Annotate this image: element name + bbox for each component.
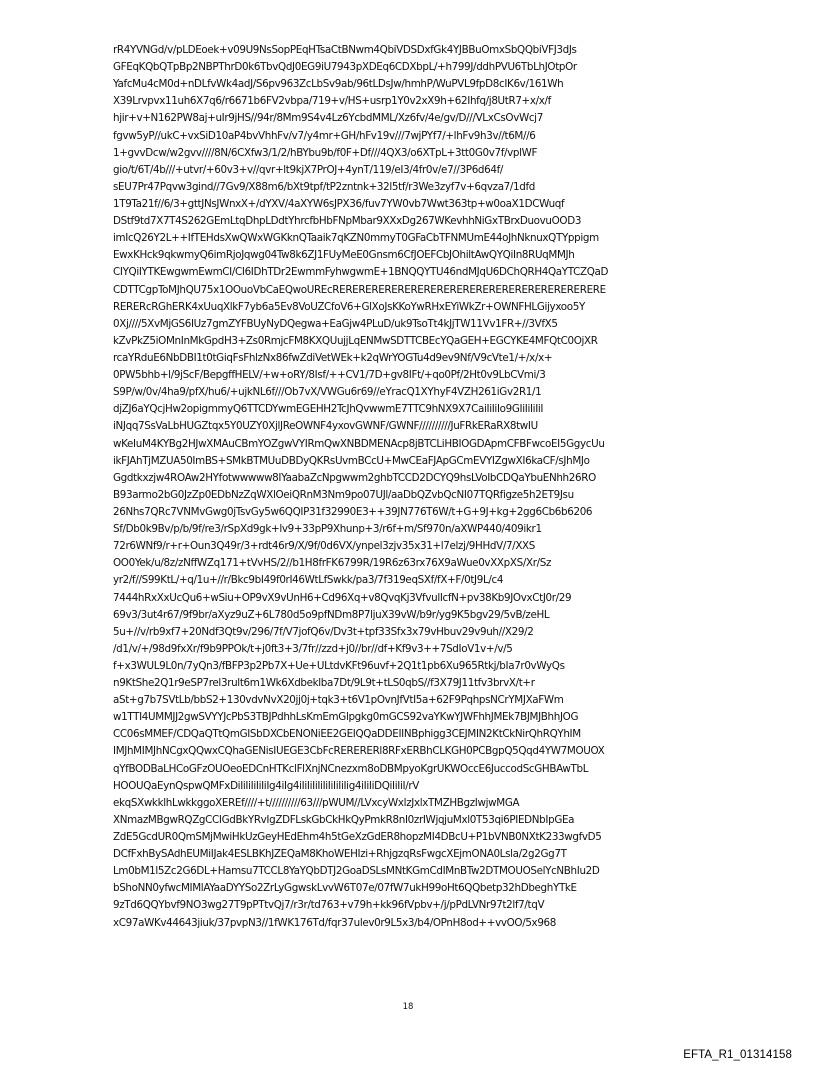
text-line: X39Lrvpvx11uh6X7q6/r6671b6FV2vbpa/719+v/HS+usrp1Y0v2xX9h+62Ihfq/j8UtR7+x/x/f [113, 95, 551, 108]
text-line: kZvPkZ5iOMnInMkGpdH3+Zs0RmjcFM8KXQUujjLqENMwSDTTCBEcYQaGEH+EGCYKE4MFQtC0OjXR [113, 334, 598, 347]
text-line: sEU7Pr47Pqvw3gind//7Gv9/X88m6/bXt9tpf/tP2zntnk+32l5tf/r3We3zyf7v+6qvza7/1dfd [113, 180, 535, 193]
text-line: ZdE5GcdUR0QmSMjMwiHkUzGeyHEdEhm4h5tGeXzGdER8hopzMI4DBcU+P1bVNB0NXtK233wgfvD5 [113, 831, 602, 844]
text-line: B93armo2bG0JzZp0EDbNzZqWXlOeiQRnM3Nm9po07UJl/aaDbQZvbQcNI07TQRfigze5h2ET9Jsu [113, 488, 574, 501]
text-line: HOOUQaEynQspwQMFxDiIiIiIiIiIiIg4iIg4iIiIiIiIiIiIiIiIiIig4iIiIiDQiIiIiI/rV [113, 779, 419, 792]
text-line: n9KtShe2Q1r9eSP7rel3rult6m1Wk6Xdbeklba7Dt/9L9t+tLS0qbS//f3X79J11tfv3brvX/t+r [113, 677, 535, 690]
document-id-stamp: EFTA_R1_01314158 [683, 1049, 792, 1061]
text-line: gio/t/6T/4b///+utvr/+60v3+v//qvr+lt9kjX7PrOJ+4ynT/119/eI3/4fr0v/e7//3P6d64f/ [113, 163, 504, 176]
text-line: /d1/v/+/98d9fxXr/f9b9PPOk/t+j0ft3+3/7fr//zzd+j0//br//df+Kf9v3++7SdIoV1v+/v/5 [113, 642, 513, 655]
text-line: 26Nhs7QRc7VNMvGwg0jTsvGy5w6QQIP31f32990E3++39JN776T6W/t+G+9J+kg+2gg6Cb6b6206 [113, 505, 593, 518]
text-line: 72r6WNf9/r+r+Oun3Q49r/3+rdt46r9/X/9f/0d6VX/ynpel3zjv35x31+l7elzj/9HHdV/7/XXS [113, 540, 536, 553]
text-line: djZJ6aYQcjHw2opigmmyQ6TTCDYwmEGEHH2TcJhQvwwmE7TTC9hNX9X7CaiIiIiIo9GIiIiIiIiI [113, 403, 544, 416]
text-line: rcaYRduE6NbDBI1t0tGiqFsFhlzNx86fwZdiVetWEk+k2qWrYOGTu4d9ev9Nf/V9cVte1/+/x/x+ [113, 351, 553, 364]
text-line: 0Xj////5XvMjGS6IUz7gmZYFBUyNyDQegwa+EaGjw4PLuD/uk9TsoTt4kJjTW11Vv1FR+//3VfX5 [113, 317, 558, 330]
text-line: 1+gvvDcw/w2gvv////8N/6CXfw3/1/2/hBYbu9b/f0F+Df///4QX3/o6XTpL+3tt0G0v7f/vplWF [113, 146, 538, 159]
text-line: CIYQiIYTKEwgwmEwmCI/CI6IDhTDr2EwmmFyhwgwmE+1BNQQYTU46ndMJqU6DChQRH4QaYTCZQaD [113, 266, 609, 279]
text-line: bShoNN0yfwcMIMlAYaaDYYSo2ZrLyGgwskLvvW6T07e/07fW7ukH99oHt6QQbetp32hDbeghYTkE [113, 882, 577, 895]
text-line: OO0Yek/u/8z/zNffWZq171+tVvHS/2//b1H8frFK6799R/19R6z63rx76X9aWue0vXXpXS/Xr/Sz [113, 557, 552, 570]
text-line: CDTTCgpToMJhQU75x1OOuoVbCaEQwoUREcRERERERERERERERERERERERERERERERERERERERERE [113, 283, 606, 296]
text-line: 9zTd6QQYbvf9NO3wg27T9pPTtvQj7/r3r/td763+v79h+kk96fVpbv+/j/pPdLVNr97t2lf7/tqV [113, 899, 545, 912]
text-line: yr2/f//S99KtL/+q/1u+//r/Bkc9bI49f0rI46WtLfSwkk/pa3/7f319eqSXf/fX+F/0tJ9L/c4 [113, 574, 504, 587]
encoded-text-block [113, 42, 713, 932]
text-line: EwxKHck9qkwmyQ6imRjoJqwg04Tw8k6ZJ1FUyMeE0Gnsm6CfJOEFCbJOhiltAwQYQiIn8RUqMMJh [113, 249, 575, 262]
text-line: iNJqq7SsVaLbHUGZtqx5Y0UZY0XjlJReOWNF4yxovGWNF/GWNF//////////JuFRkERaRX8twIU [113, 420, 538, 433]
text-line: YafcMu4cM0d+nDLfvWk4adJ/S6pv963ZcLbSv9ab/96tLDsJw/hmhP/WuPVL9fpD8cIK6v/161Wh [113, 78, 564, 91]
text-line: Sf/Db0k9Bv/p/b/9f/re3/rSpXd9gk+lv9+33pP9Xhunp+3/r6f+m/Sf970n/aXWP440/409ikr1 [113, 523, 542, 536]
text-line: ikFJAhTjMZUA50ImBS+SMkBTMUuDBDyQKRsUvmBCcU+MwCEaFJApGCmEVYIZgwXI6kaCF/sJhMJo [113, 454, 590, 467]
text-line: qYfBODBaLHCoGFzOUOeoEDCnHTKclFlXnjNCnezxm8oDBMpyoKgrUKWOccE6JuccodScGHBAwTbL [113, 762, 589, 775]
text-line: hjir+v+N162PW8aj+uIr9jHS//94r/8Mm9S4v4Lz6YcbdMML/Xz6fv/4e/gv/D///VLxCsOvWcj7 [113, 112, 543, 125]
text-line: RERERcRGhERK4xUuqXlkF7yb6a5Ev8VoUZCfoV6+GlXoJsKKoYwRHxEYiWkZr+OWNFHLGijyxoo5Y [113, 300, 585, 313]
text-line: Lm0bM1l5Zc2G6DL+Hamsu7TCCL8YaYQbDTJ2GoaDSLsMNtKGmCdIMnBTw2DTMOUOSelYcNBhIu2D [113, 865, 600, 878]
text-line: 69v3/3ut4r67/9f9br/aXyz9uZ+6L780d5o9pfNDm8P7ljuX39vW/b9r/yg9K5bgv29/5vB/zeHL [113, 608, 550, 621]
text-line: xC97aWKv44643jiuk/37pvpN3//1fWK176Td/fqr37ulev0r9L5x3/b4/OPnH8od++vvOO/5x968 [113, 916, 557, 929]
text-line: rR4YVNGd/v/pLDEoek+v09U9NsSopPEqHTsaCtBNwm4QbiVDSDxfGk4YJBBuOmxSbQQbiVFJ3dJs [113, 44, 577, 56]
text-line: 7444hRxXxUcQu6+wSiu+OP9vX9vUnH6+Cd96Xq+v8QvqKj3VfvulIcfN+pv38Kb9JOvxCtJ0r/29 [113, 591, 572, 604]
text-line: IMJhMIMJhNCgxQQwxCQhaGENisIUEGE3CbFcRERERERl8RFxERBhCLKGH0PCBgpQ5Qqd4YW7MOUOX [113, 745, 605, 758]
text-line: imIcQ26Y2L++IfTEHdsXwQWxWGKknQTaaik7qKZN0mmyT0GFaCbTFNMUmE44oJhNknuxQTYppigm [113, 232, 599, 245]
text-line: wKeIuM4KYBg2HJwXMAuCBmYOZgwVYIRmQwXNBDMENAcp8jBTCLiHBIOGDApmCFBFwcoEI5GgycUu [113, 437, 605, 450]
text-line: Ggdtkxzjw4ROAw2HYfotwwwww8IYaabaZcNpgwwm2ghbTCCD2DCYQ9hsLVoIbCDQaYbuENhh26RO [113, 471, 596, 484]
text-line: f+x3WUL9L0n/7yQn3/fBFP3p2Pb7X+Ue+ULtdvKFt96uvf+2Q1t1pb6Xu965Rtkj/bIa7r0vWyQs [113, 659, 565, 672]
text-line: aSt+g7b7SVtLb/bbS2+130vdvNvX20jj0j+tqk3+t6V1pOvnJfVtI5a+62F9PqhpsNCrYMJXaFWm [113, 694, 564, 707]
text-line: XNmazMBgwRQZgCCIGdBkYRvIgZDFLskGbCkHkQyPmkR8nI0zrIWjqjuMxl0T53qi6PIEDNbIpGEa [113, 813, 575, 826]
text-line: GFEqKQbQTpBp2NBPThrD0k6TbvQdJ0EG9iU7943pXDEq6CDXbpL/+h799J/ddhPVU6TbLhJOtpOr [113, 61, 577, 74]
text-line: fgvw5yP//ukC+vxSiD10aP4bvVhhFv/v7/y4mr+GH/hFv19v///7wjPYf7/+lhFv9h3v//t6M//6 [113, 129, 536, 142]
text-line: DStf9td7X7T4S262GEmLtqDhpLDdtYhrcfbHbFNpMbar9XXxDg267WKevhhNiGxTBrxDuovuOOD3 [113, 215, 582, 228]
page-number: 18 [402, 1002, 414, 1012]
text-line: 1T9Ta21f//6/3+gttJNsJWnxX+/dYXV/4aXYW6sJPX36/fuv7YW0vb7Wwt363tp+w0oaX1DCWuqf [113, 197, 565, 210]
text-line: ekqSXwkklhLwkkggoXEREf////+t//////////63///pWUM//LVxcyWxlzJxlxTMZHBgzIwjwMGA [113, 796, 520, 809]
text-line: 5u+//v/rb9xf7+20Ndf3Qt9v/296/7f/V7jofQ6v/Dv3t+tpf33Sfx3x79vHbuv29v9uh//X29/2 [113, 625, 534, 638]
text-line: CC06sMMEF/CDQaQTtQmGISbDXCbENONiEE2GEIQQaDDEIINBphigg3CEJMIN2KtCkNirQhRQYhIM [113, 728, 581, 741]
text-line: 0PW5bhb+l/9jScF/BepgffHELV/+w+oRY/8Isf/++CV1/7D+gv8IFt/+qo0Pf/2Ht0v9LbCVmi/3 [113, 369, 546, 382]
text-line: w1TTI4UMMJJ2gwSVYYJcPbS3TBJPdhhLsKmEmGlpgkg0mGCS92vaYKwYJWFhhJMEk7BJMJBhhJOG [113, 711, 579, 724]
text-line: DCfFxhBySAdhEUMiIJak4ESLBKhJZEQaM8KhoWEHIzi+RhjgzqRsFwgcXEjmONA0Lsla/2g2Gg7T [113, 848, 567, 861]
text-line: S9P/w/0v/4ha9/pfX/hu6/+ujkNL6f///Ob7vX/VWGu6r69//eYracQ1XYhyF4VZH261iGv2R1/1 [113, 386, 542, 399]
